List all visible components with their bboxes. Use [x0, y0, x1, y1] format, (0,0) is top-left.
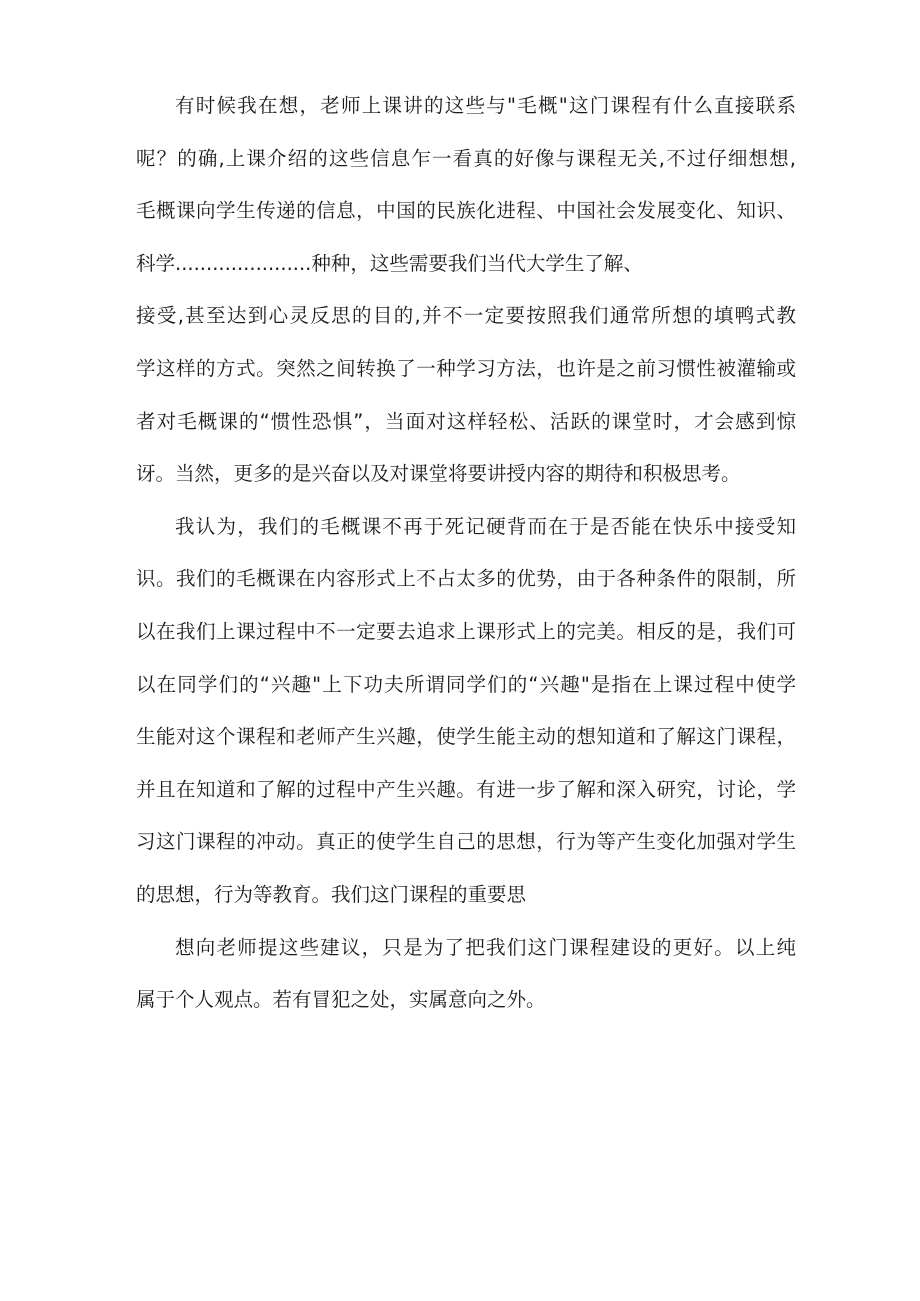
paragraph-1-line-6: 学这样的方式。突然之间转换了一种学习方法，也许是之前习惯性被灌输或 — [136, 356, 796, 380]
paragraph-1-line-8: 讶。当然，更多的是兴奋以及对课堂将要讲授内容的期待和积极思考。 — [136, 462, 741, 486]
paragraph-1-line-5: 接受,甚至达到心灵反思的目的,并不一定要按照我们通常所想的填鸭式教 — [136, 304, 796, 328]
paragraph-1-line-1: 有时候我在想，老师上课讲的这些与"毛概"这门课程有什么直接联系 — [175, 94, 796, 117]
paragraph-1-line-4: 科学......................种种，这些需要我们当代大学生了解、 — [136, 251, 643, 275]
paragraph-3-line-2: 属于个人观点。若有冒犯之处，实属意向之外。 — [136, 988, 546, 1012]
paragraph-2-line-3: 以在我们上课过程中不一定要去追求上课形式上的完美。相反的是，我们可 — [136, 619, 796, 643]
paragraph-2-line-6: 并且在知道和了解的过程中产生兴趣。有进一步了解和深入研究，讨论，学 — [136, 777, 796, 801]
document-body — [136, 96, 796, 1043]
paragraph-2-line-4: 以在同学们的“兴趣"上下功夫所谓同学们的“兴趣"是指在上课过程中使学 — [136, 672, 796, 696]
paragraph-2-line-7: 习这门课程的冲动。真正的使学生自己的思想，行为等产生变化加强对学生 — [136, 830, 796, 854]
paragraph-1-line-3: 毛概课向学生传递的信息，中国的民族化进程、中国社会发展变化、知识、 — [136, 199, 796, 223]
paragraph-1-line-2: 呢？的确,上课介绍的这些信息乍一看真的好像与课程无关,不过仔细想想, — [136, 146, 796, 170]
paragraph-2-line-8: 的思想，行为等教育。我们这门课程的重要思 — [136, 882, 527, 906]
paragraph-1-line-7: 者对毛概课的“惯性恐惧”，当面对这样轻松、活跃的课堂时，才会感到惊 — [136, 409, 796, 433]
paragraph-3-line-1: 想向老师提这些建议，只是为了把我们这门课程建设的更好。以上纯 — [175, 935, 796, 959]
paragraph-2-line-2: 识。我们的毛概课在内容形式上不占太多的优势，由于各种条件的限制，所 — [136, 567, 796, 591]
paragraph-2-line-1: 我认为，我们的毛概课不再于死记硬背而在于是否能在快乐中接受知 — [175, 514, 796, 538]
paragraph-2-line-5: 生能对这个课程和老师产生兴趣，使学生能主动的想知道和了解这门课程， — [136, 725, 796, 749]
